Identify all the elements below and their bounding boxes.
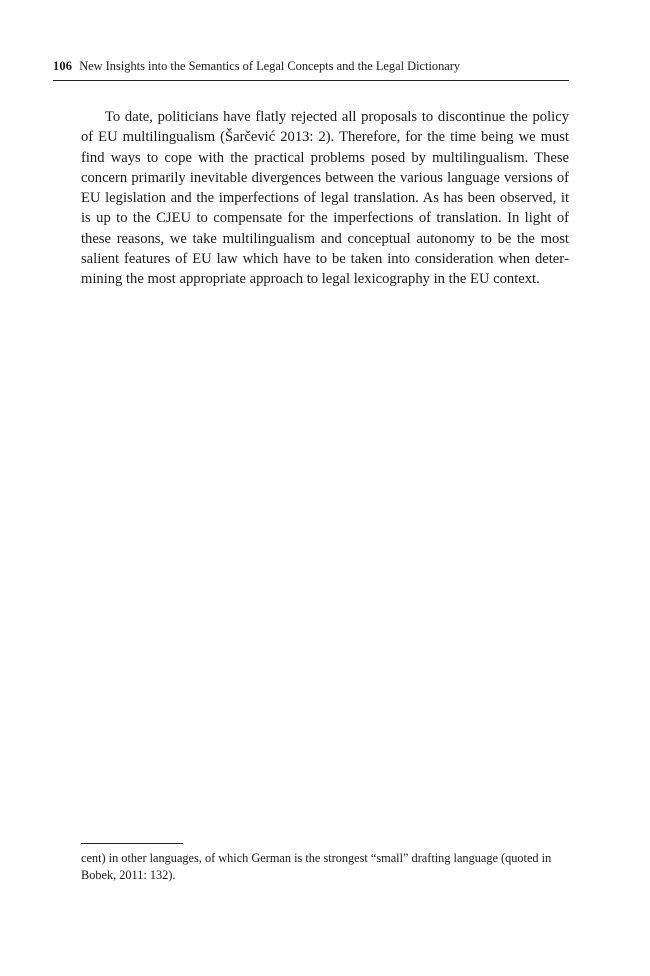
footnote-separator [81, 843, 183, 844]
footnote-text: cent) in other languages, of which German is the strongest “small” drafting language (quoted in Bobek, 2011: 132). [81, 851, 552, 882]
body-paragraph: To date, politicians have flatly rejected all proposals to discontinue the policy of EU multilingualism (Šarčević 2013: 2). Therefore, for the time being we must find ways to cope with the practical problems posed by multilingualism. These concern primarily inevitable divergences between the various language versions of EU legislation and the imperfections of legal translation. As has been observed, it is up to the CJEU to compensate for the imperfections of translation. In light of these reasons, we take multilingualism and conceptual autonomy to be the most salient features of EU law which have to be taken into consideration when determining the most appropriate approach to legal lexicography in the EU context. [81, 109, 569, 288]
page-number: 106 [53, 59, 73, 73]
running-header [53, 58, 569, 81]
running-title: New Insights into the Semantics of Legal Concepts and the Legal Dictionary [79, 59, 461, 73]
